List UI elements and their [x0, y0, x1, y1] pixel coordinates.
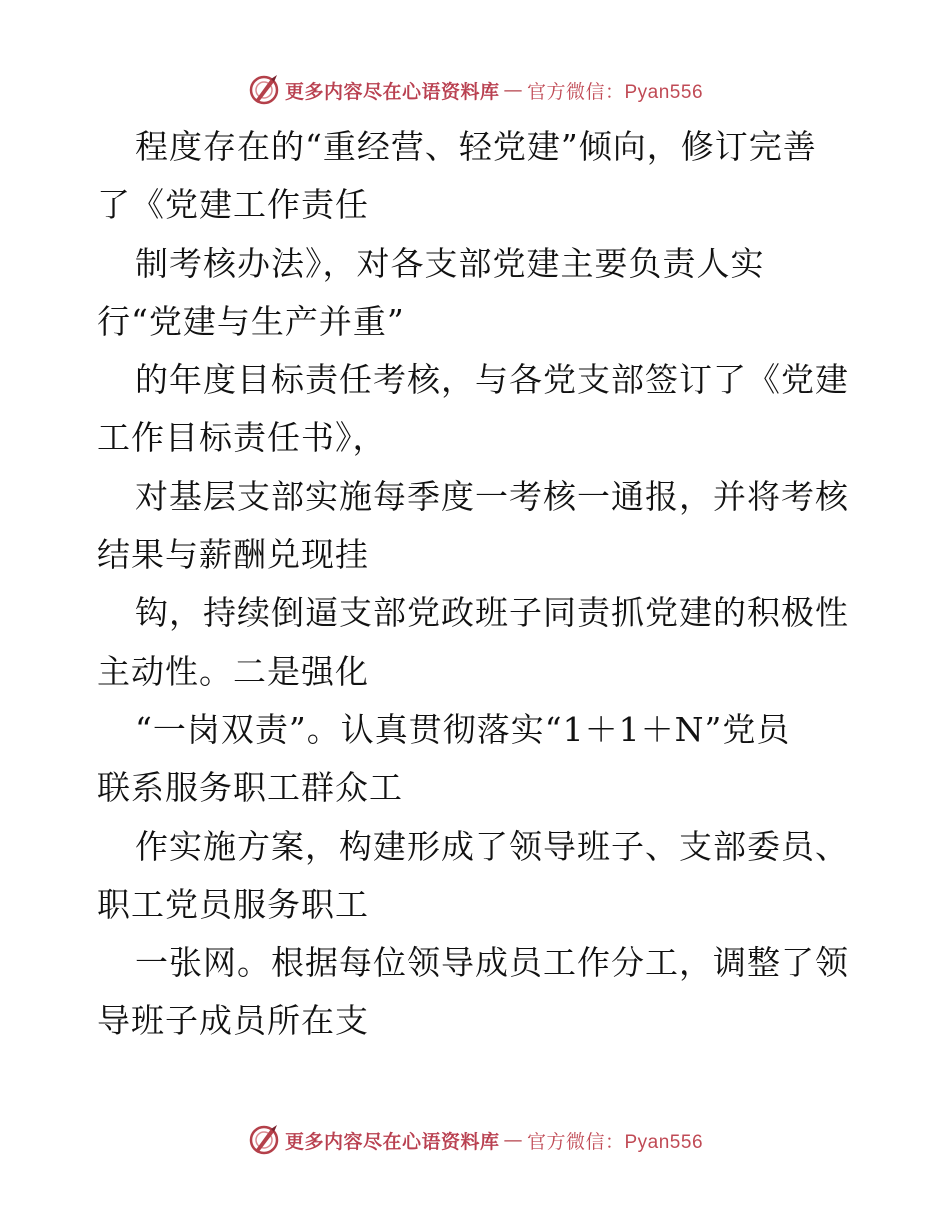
separator: —	[503, 1129, 523, 1151]
quill-circle-logo-icon	[247, 1123, 281, 1157]
brand-banner	[247, 1123, 703, 1157]
text-line: 工作目标责任书》，	[97, 418, 387, 458]
text-line: 一张网。根据每位领导成员工作分工，调整了领	[135, 943, 849, 983]
text-line: “一岗双责”。认真贯彻落实“1＋1＋N”党员	[135, 709, 791, 749]
document-body	[97, 118, 857, 1051]
text-line: 程度存在的“重经营、轻党建”倾向，修订完善	[135, 127, 817, 166]
brand-banner	[247, 73, 703, 107]
text-line: 行“党建与生产并重”	[97, 301, 405, 341]
separator: —	[503, 79, 523, 101]
text-line: 主动性。二是强化	[97, 651, 369, 691]
wechat-contact: 官方微信：Pyan556	[527, 1131, 704, 1153]
text-line: 导班子成员所在支	[97, 1001, 369, 1041]
text-line: 职工党员服务职工	[97, 884, 369, 924]
text-line: 制考核办法》，对各支部党建主要负责人实	[135, 243, 765, 283]
quill-circle-logo-icon	[247, 73, 281, 107]
site-name: 更多内容尽在心语资料库	[284, 80, 500, 103]
text-line: 了《党建工作责任	[97, 185, 369, 225]
text-line: 对基层支部实施每季度一考核一通报，并将考核	[135, 476, 849, 516]
text-line: 联系服务职工群众工	[97, 768, 403, 808]
text-line: 结果与薪酬兑现挂	[97, 535, 369, 575]
page-header-watermark	[0, 70, 950, 110]
site-name: 更多内容尽在心语资料库	[284, 1130, 500, 1153]
wechat-contact: 官方微信：Pyan556	[527, 81, 704, 103]
text-line: 的年度目标责任考核，与各党支部签订了《党建	[135, 360, 849, 400]
text-line: 作实施方案，构建形成了领导班子、支部委员、	[135, 826, 849, 866]
page-footer-watermark	[0, 1120, 950, 1160]
text-line: 钩，持续倒逼支部党政班子同责抓党建的积极性	[135, 593, 849, 633]
